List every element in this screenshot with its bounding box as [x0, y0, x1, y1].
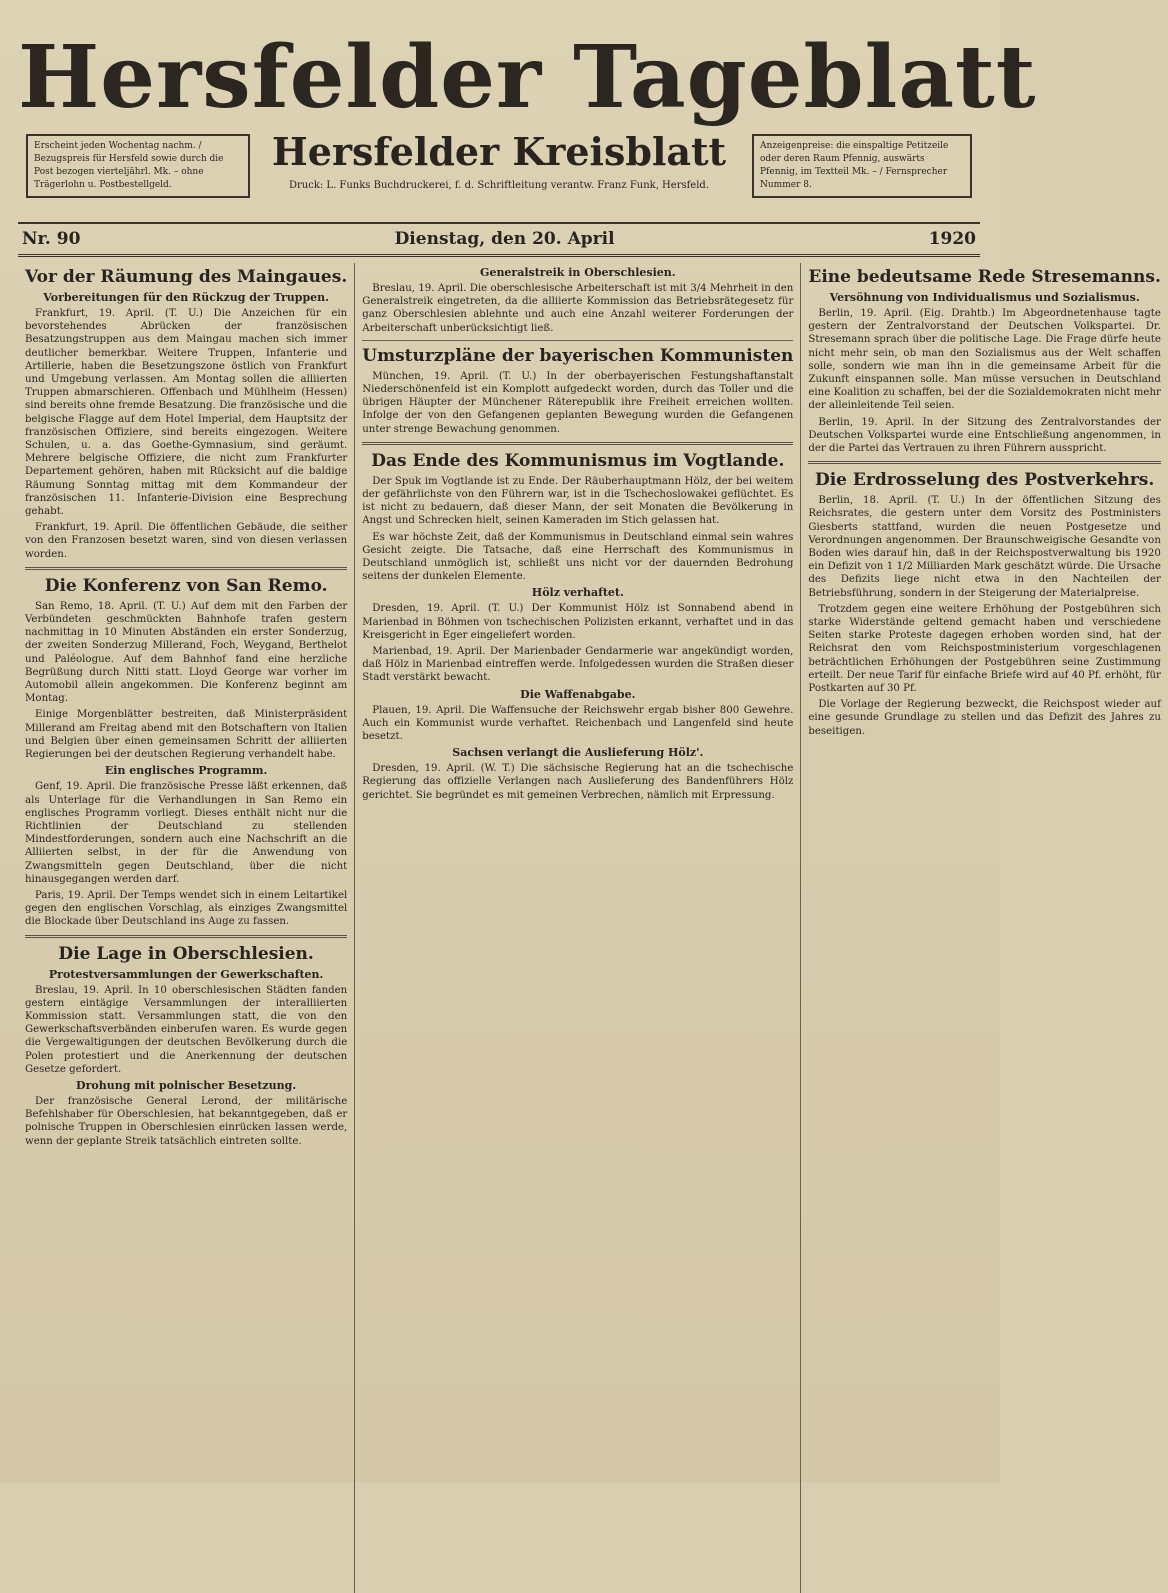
- headline: Die Erdrosselung des Postverkehrs.: [814, 470, 1155, 491]
- headline: Umsturzpläne der bayerischen Kommunisten: [362, 345, 794, 366]
- subscription-box: Erscheint jeden Wochentag nachm. / Bezugspreis für Hersfeld sowie durch die Post bezogen vierteljährl. Mk. – ohne Trägerlohn u. Postbestellgeld.: [26, 134, 250, 198]
- printer-line: Druck: L. Funks Buchdruckerei, f. d. Schriftleitung verantw. Franz Funk, Hersfeld.: [288, 180, 709, 191]
- subheadline: Vorbereitungen für den Rückzug der Truppen.: [43, 291, 329, 304]
- subheadline: Sachsen verlangt die Auslieferung Hölz'.: [452, 746, 704, 760]
- article-paragraph: Der französische General Lerond, der militärische Befehlshaber für Oberschlesien, hat bekanntgegeben, daß er polnische Truppen in Oberschlesien einrücken lassen werde, wenn der geplante Streik tatsächlich eintreten sollte.: [25, 1095, 348, 1147]
- headline: Die Lage in Oberschlesien.: [58, 943, 314, 964]
- column-1: [18, 263, 354, 1593]
- article-paragraph: Frankfurt, 19. April. Die öffentlichen Gebäude, die seither von den Franzosen besetzt waren, sind von diesen verlassen worden.: [25, 522, 348, 560]
- divider: [808, 461, 1161, 464]
- masthead-subtitle: Hersfelder Kreisblatt: [271, 129, 727, 174]
- article-paragraph: Es war höchste Zeit, daß der Kommunismus in Deutschland einmal sein wahres Gesicht zeigte. Die Tatsache, daß eine Herrschaft des Kommunismus in Deutschland unmöglich ist, schließt uns nicht vor der dauernden Bedrohung seitens der dunkelen Elemente.: [362, 531, 794, 583]
- divider: [25, 935, 347, 938]
- advertising-box: Anzeigenpreise: die einspaltige Petitzeile oder deren Raum Pfennig, auswärts Pfennig, im Textteil Mk. – / Fernsprecher Nummer 8.: [752, 134, 972, 198]
- article-paragraph: San Remo, 18. April. (T. U.) Auf dem mit den Farben der Verbündeten geschmückten Bahnhofe trafen gestern nachmittag in 10 Minuten Abständen ein erster Sonderzug, der zweiten Sonderzug Millerand, Foch, Weygand, Berthelot und Paléologue. Auf dem Bahnhof fand eine herzliche Begrüßung durch Nitti statt. Lloyd George war vorher im Automobil allein angekommen. Die Konferenz beginnt am Montag.: [25, 600, 348, 705]
- column-3: [800, 263, 1168, 1593]
- article-paragraph: München, 19. April. (T. U.) In der oberbayerischen Festungshaftanstalt Niederschönenfeld ist ein Komplott aufgedeckt worden, durch das Toller und die übrigen Häupter der Münchener Räterepublik ihre Freiheit erreichen wollten. Infolge der von den Gefangenen geplanten Bewegung wurden die Gefangenen unter strenge Bewachung genommen.: [362, 370, 794, 435]
- article-paragraph: Dresden, 19. April. (T. U.) Der Kommunist Hölz ist Sonnabend abend in Marienbad in Böhmen von tschechischen Polizisten erkannt, verhaftet und in das Kreisgericht in Eger eingeliefert worden.: [362, 603, 794, 641]
- columns: [18, 263, 1161, 1593]
- subheadline: Ein englisches Programm.: [104, 764, 268, 778]
- article-paragraph: Genf, 19. April. Die französische Presse läßt erkennen, daß als Unterlage für die Verhandlungen in San Remo ein englisches Programm vorliegt. Dieses enthält nicht nur die Richtlinien der Deutschland zu stellenden Mindestforderungen, sondern auch eine Nachschrift an die Alliierten selbst, in der für die Anwendung von Zwangsmitteln gegen Deutschland, über die nicht hinausgegangen werden darf.: [25, 781, 348, 885]
- article-paragraph: Einige Morgenblätter bestreiten, daß Ministerpräsident Millerand am Freitag abend mit den Botschaftern von Italien und Belgien über einen gemeinsamen Schritt der alliierten Regierungen bei der deutschen Regierung verhandelt habe.: [25, 709, 348, 761]
- column-2: [354, 263, 800, 1593]
- article-paragraph: Dresden, 19. April. (W. T.) Die sächsische Regierung hat an die tschechische Regierung das offizielle Verlangen nach Auslieferung des Bandenführers Hölz gerichtet. Sie begründet es mit gemeinen Verbrechen, nämlich mit Erpressung.: [362, 763, 794, 801]
- article-paragraph: Plauen, 19. April. Die Waffensuche der Reichswehr ergab bisher 800 Gewehre. Auch ein Kommunist wurde verhaftet. Reichenbach und Langenfeld sind heute besetzt.: [362, 704, 794, 743]
- headline: Vor der Räumung des Maingaues.: [25, 267, 348, 287]
- dateline: [18, 222, 980, 257]
- issue-date: Dienstag, den 20. April: [394, 229, 615, 249]
- headline: Generalstreik in Oberschlesien.: [480, 266, 676, 279]
- article-paragraph: Berlin, 19. April. In der Sitzung des Zentralvorstandes der Deutschen Volkspartei wurde eine Entschließung angenommen, in der die Partei das Vertrauen zu ihren Führern ausspricht.: [808, 416, 1161, 455]
- article-paragraph: Breslau, 19. April. In 10 oberschlesischen Städten fanden gestern eintägige Versammlungen der interalliierten Kommission statt. Versammlungen statt, die von den Gewerkschaftsverbänden einberufen waren. Es wurde gegen die Vergewaltigungen der deutschen Bevölkerung durch die Polen protestiert und die Anerkennung der deutschen Gesetze gefordert.: [25, 984, 348, 1075]
- masthead-subrow: [18, 128, 980, 220]
- headline: Das Ende des Kommunismus im Vogtlande.: [371, 450, 785, 471]
- article-paragraph: Berlin, 18. April. (T. U.) In der öffentlichen Sitzung des Reichsrates, die gestern unter dem Vorsitz des Postministers Giesberts stattfand, wurden die neuen Postgesetze und Verordnungen angenommen. Der Braunschweigische Gesandte von Boden wies darauf hin, daß in der Reichspostverwaltung bis 1920 ein Defizit von 1 1/2 Milliarden Mark geschätzt würde. Die Ursache des Defizits liege nicht etwa in den Nachteilen der Betriebsführung, sondern in der Steigerung der Materialpreise.: [808, 495, 1161, 599]
- divider: [25, 567, 347, 570]
- issue-number: Nr. 90: [22, 229, 81, 249]
- subheadline: Die Waffenabgabe.: [520, 687, 636, 701]
- masthead-title: Hersfelder Tageblatt: [18, 27, 1037, 128]
- article-paragraph: Breslau, 19. April. Die oberschlesische Arbeiterschaft ist mit 3/4 Mehrheit in den Generalstreik eingetreten, da die alliierte Kommission das Betriebsrätegesetz für ganz Oberschlesien ablehnte und auch eine Anzahl weiterer Forderungen der Arbeiterschaft unberücksichtigt ließ.: [362, 283, 794, 334]
- headline: Die Konferenz von San Remo.: [44, 575, 328, 596]
- divider: [362, 442, 793, 445]
- article-paragraph: Paris, 19. April. Der Temps wendet sich in einem Leitartikel gegen den englischen Vorschlag, als einziges Zwangsmittel die Blockade über Deutschland ins Auge zu fassen.: [25, 889, 348, 928]
- issue-year: 1920: [928, 229, 976, 249]
- subheadline: Protestversammlungen der Gewerkschaften.: [48, 967, 324, 981]
- article-paragraph: Trotzdem gegen eine weitere Erhöhung der Postgebühren sich starke Widerstände geltend gemacht haben und verschiedene Seiten starke Proteste dagegen erhoben worden sind, hat der Reichsrat den vom Reichspostministerium vorgeschlagenen beträchtlichen Erhöhungen der Postgebühren seine Zustimmung erteilt. Der neue Tarif für einfache Briefe wird auf 40 Pf. erhöht, für Postkarten auf 30 Pf.: [808, 603, 1161, 695]
- subheadline: Versöhnung von Individualismus und Sozialismus.: [829, 291, 1140, 304]
- article-paragraph: Berlin, 19. April. (Eig. Drahtb.) Im Abgeordnetenhause tagte gestern der Zentralvorstand der Deutschen Volkspartei. Dr. Stresemann sprach über die politische Lage. Die Frage dürfe heute nicht mehr sein, ob man den Sozialismus aus der Welt schaffen solle, sondern wie man ihn in die gemeinsame Arbeit für die Zukunft einspannen solle. Man müsse versuchen in Deutschland eine Koalition zu schaffen, bei der die Sozialdemokraten nicht mehr der alleinleitende Teil seien.: [808, 308, 1161, 412]
- article-paragraph: Die Vorlage der Regierung bezweckt, die Reichspost wieder auf eine gesunde Grundlage zu stellen und das Defizit des Jahres zu beseitigen.: [808, 699, 1161, 737]
- subheadline: Drohung mit polnischer Besetzung.: [76, 1078, 297, 1092]
- article-paragraph: Marienbad, 19. April. Der Marienbader Gendarmerie war angekündigt worden, daß Hölz in Marienbad eintreffen werde. Infolgedessen wurden die Straßen dieser Stadt verstärkt bewacht.: [362, 646, 794, 684]
- divider: [362, 340, 793, 341]
- article-paragraph: Frankfurt, 19. April. (T. U.) Die Anzeichen für ein bevorstehendes Abrücken der französischen Besatzungstruppen aus dem Maingau machen sich immer deutlicher bemerkbar. Weitere Truppen, Infanterie und Artillerie, haben die Besetzungszone östlich von Frankfurt und Umgebung verlassen. Am Montag sollen die alliierten Truppen abmarschieren. Offenbach und Mühlheim (Hessen) sind bereits ohne fremde Besatzung. Die französische und die belgische Flagge auf dem Hotel Imperial, dem Hauptsitz der französischen Offiziere, sind bereits eingezogen. Weitere Schulen, u. a. das Goethe-Gymnasium, sind geräumt. Mehrere belgische Offiziere, die nicht zum Frankfurter Departement gehören, haben mit Rücksicht auf die baldige Räumung Sonntag mittag mit dem Kommandeur der französischen 11. Infanterie-Division eine Besprechung gehabt.: [25, 308, 348, 518]
- subheadline: Hölz verhaftet.: [531, 586, 624, 600]
- headline: Eine bedeutsame Rede Stresemanns.: [808, 267, 1161, 287]
- article-paragraph: Der Spuk im Vogtlande ist zu Ende. Der Räuberhauptmann Hölz, der bei weitem der gefährlichste von den Führern war, ist in die Tschechoslowakei geflüchtet. Es ist nicht zu bedauern, daß dieser Mann, der seit Monaten die Bevölkerung in Angst und Schrecken hielt, seinen Kameraden im Stich gelassen hat.: [362, 475, 794, 527]
